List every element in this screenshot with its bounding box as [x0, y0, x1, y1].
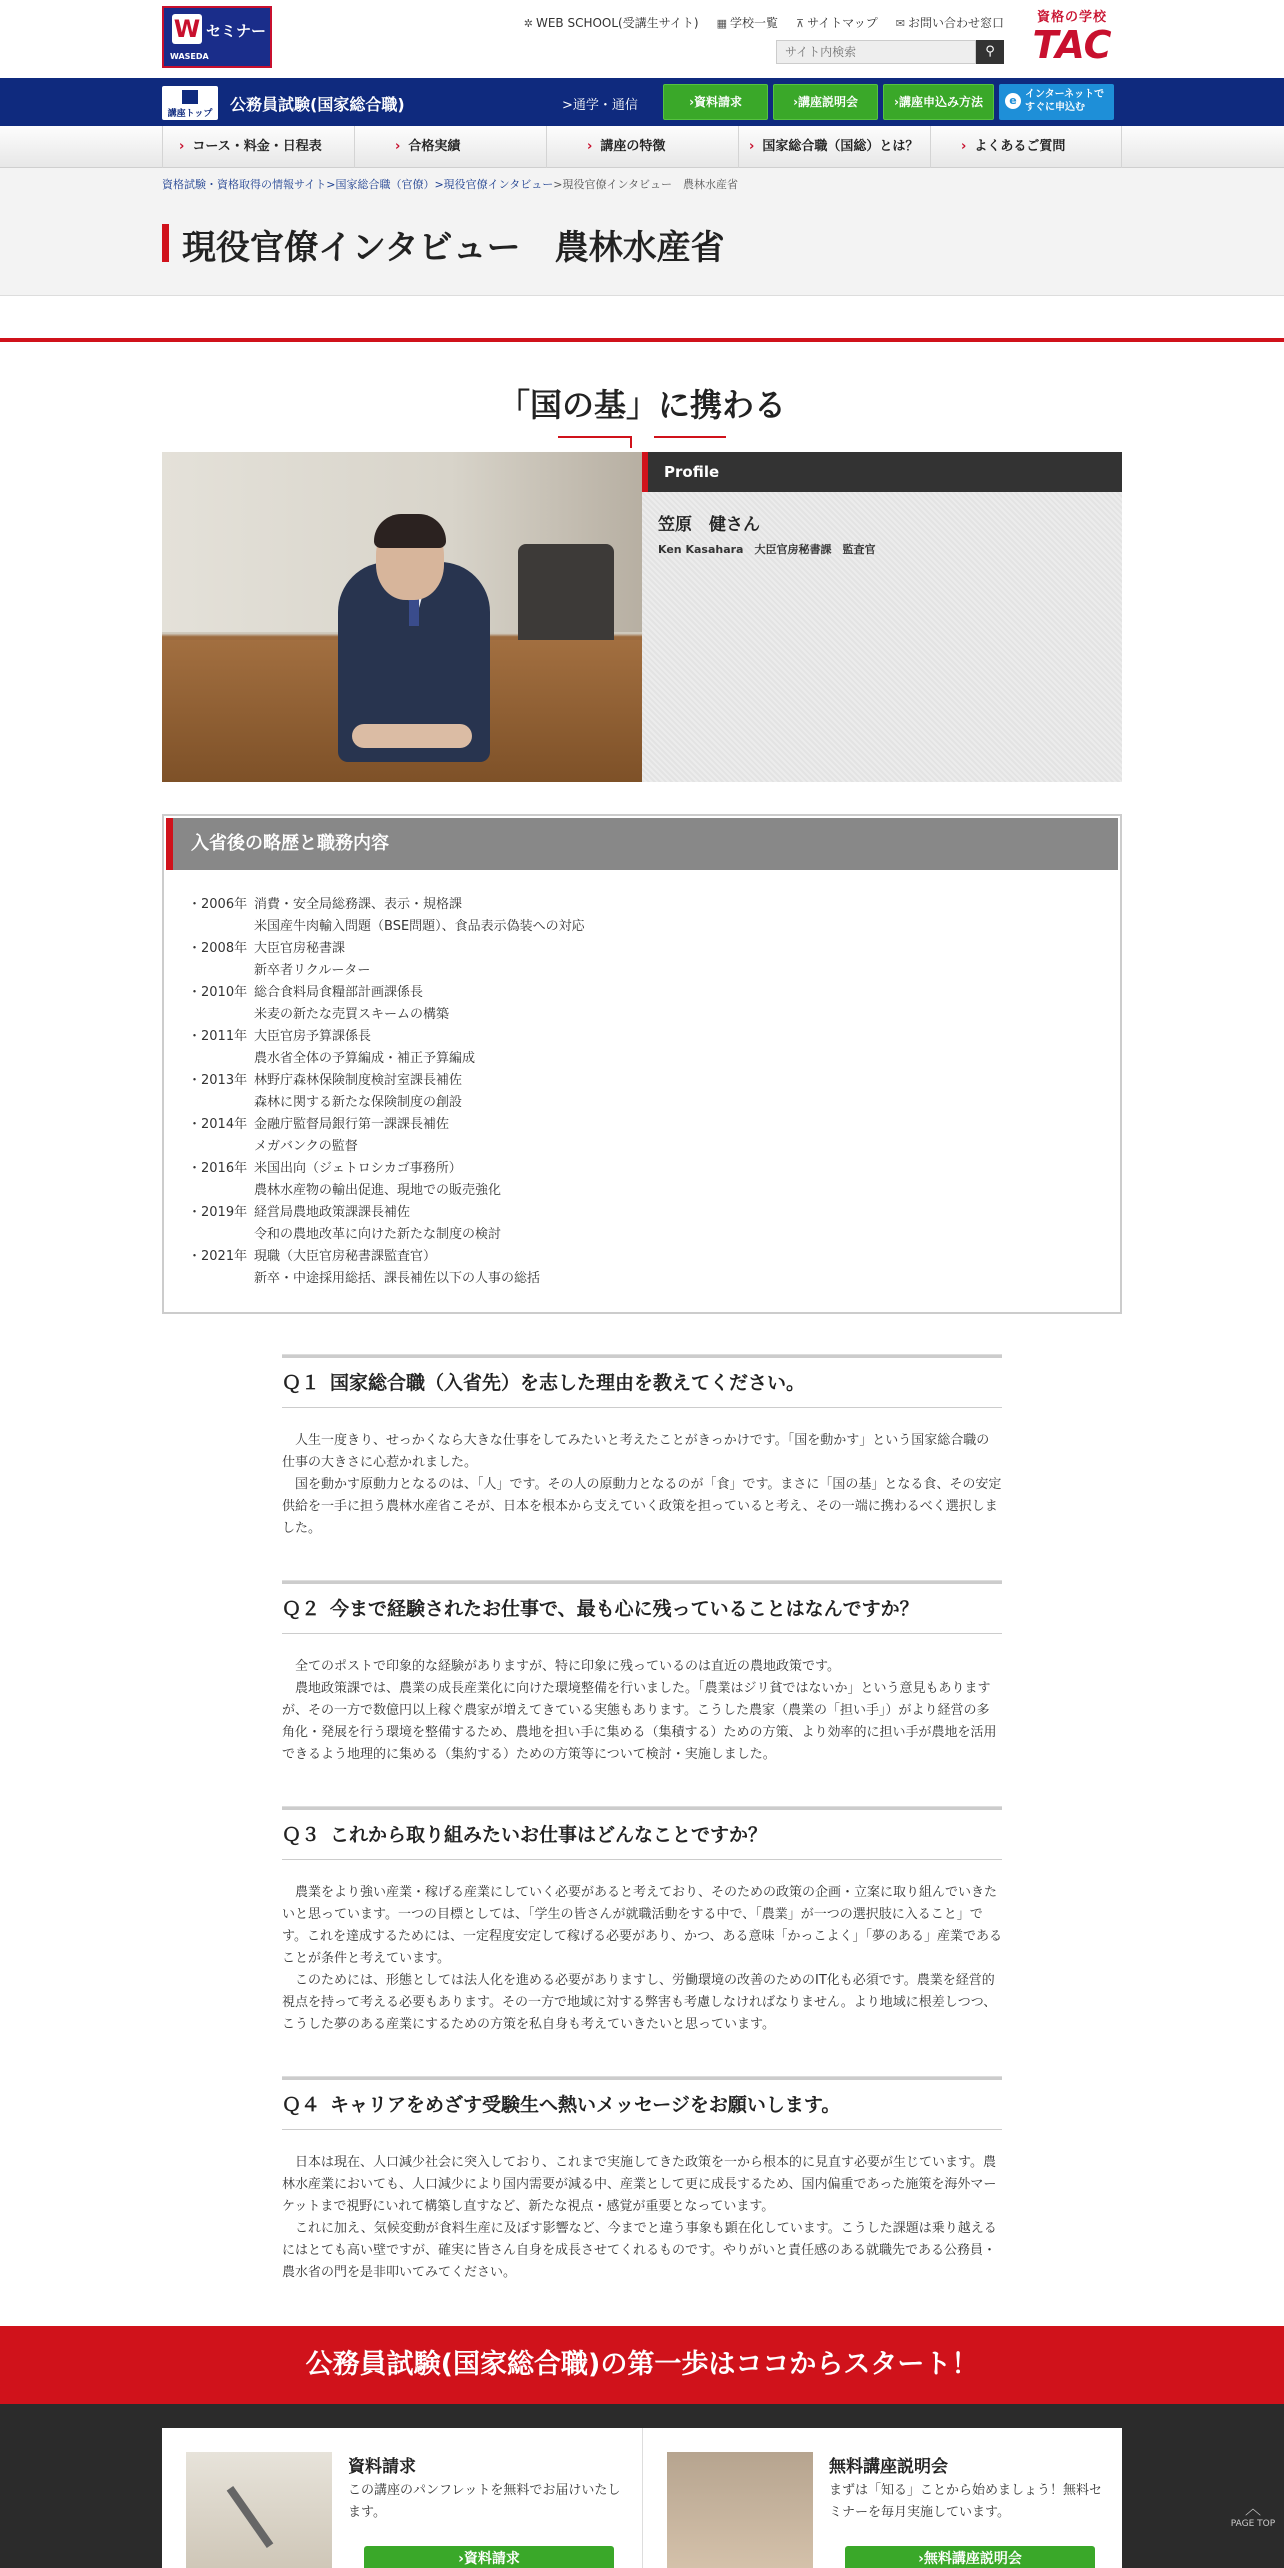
- gear-icon: ✲: [523, 17, 533, 30]
- internet-icon: e: [1005, 93, 1021, 109]
- site-search: [776, 40, 1004, 64]
- profile-section: [162, 452, 1122, 782]
- brochure-card: [162, 2428, 642, 2568]
- school-icon: ▦: [716, 17, 727, 30]
- breadcrumb-current: >現役官僚インタビュー 農林水産省: [553, 178, 739, 191]
- career-text: 新卒者リクルーター: [254, 963, 371, 978]
- main-nav: [0, 126, 1284, 168]
- career-year: ・2013年: [188, 1073, 248, 1088]
- career-header: 入省後の略歴と職務内容: [166, 818, 1118, 870]
- answer-paragraph: 農業をより強い産業・稼げる産業にしていく必要があると考えており、そのための政策の企画・立案に取り組んでいきたいと思っています。一つの目標としては、「学生の皆さんが就職活動をする中で、「農業」が一つの選択肢に入ること」です。これを達成するためには、一定程度安定して稼げる必要があり、かつ、ある意味「かっこよく」「夢のある」産業であることが条件と考えています。: [282, 1885, 1002, 1966]
- career-year: ・2019年: [188, 1205, 248, 1220]
- nav-results[interactable]: [355, 126, 547, 168]
- course-top-button[interactable]: 講座トップ: [162, 86, 218, 120]
- logo-w-mark: W: [173, 15, 201, 43]
- career-text: 現職（大臣官房秘書課監査官）: [254, 1249, 437, 1264]
- site-header: [0, 0, 1284, 78]
- nav-faq[interactable]: [931, 126, 1122, 168]
- breadcrumb: [0, 168, 1284, 198]
- logo-text: セミナー: [206, 22, 267, 40]
- career-text: 米国出向（ジェトロシカゴ事務所）: [254, 1161, 462, 1176]
- career-item: [188, 982, 1096, 1004]
- page-top-label: PAGE TOP: [1230, 2519, 1276, 2529]
- question-text: これから取り組みたいお仕事はどんなことですか？: [330, 1824, 768, 1846]
- nav-label: よくあるご質問: [974, 139, 1066, 154]
- link-label: 学校一覧: [730, 16, 779, 30]
- career-item: [188, 1092, 1096, 1114]
- career-year: ・2016年: [188, 1161, 248, 1176]
- nav-about-exam[interactable]: [739, 126, 931, 168]
- seminar-button[interactable]: ›講座説明会: [773, 84, 878, 120]
- career-text: 金融庁監督局銀行第一課課長補佐: [254, 1117, 450, 1132]
- question-heading: [282, 1806, 1002, 1860]
- answer-paragraph: 国を動かす原動力となるのは、「人」です。その人の原動力となるのが「食」です。まさに「国の基」となる食、その安定供給を一手に担う農林水産省こそが、日本を根本から支えていく政策を担っていると考え、その一端に携わるべく選択しました。: [282, 1477, 1002, 1536]
- career-text: 新卒・中途採用総括、課長補佐以下の人事の総括: [254, 1271, 541, 1286]
- career-year: [188, 1048, 254, 1070]
- question-number: Ｑ２: [282, 1598, 321, 1620]
- qa-item: [282, 1806, 1002, 2036]
- career-year: ・2021年: [188, 1249, 248, 1264]
- career-item: [188, 894, 1096, 916]
- career-box: [162, 814, 1122, 1314]
- answer-paragraph: 日本は現在、人口減少社会に突入しており、これまで実施してきた政策を一から根本的に見直す必要が生じています。農林水産業においても、人口減少により国内需要が減る中、産業として更に成長するため、国内偏重であった施策を海外マーケットまで視野にいれて構築し直すなど、新たな視点・感覚が重要となっています。: [282, 2155, 997, 2214]
- career-item: [188, 1070, 1096, 1092]
- question-heading: [282, 1580, 1002, 1634]
- header-links: [524, 14, 1004, 31]
- question-heading: [282, 1354, 1002, 1408]
- career-item: [188, 1246, 1096, 1268]
- chevron-right-icon: ›: [961, 139, 967, 154]
- chevron-right-icon: ›: [587, 139, 593, 154]
- card-desc: まずは「知る」ことから始めましょう！無料セミナーを毎月実施しています。: [829, 2483, 1103, 2520]
- career-year: ・2011年: [188, 1029, 248, 1044]
- page-title: 現役官僚インタビュー 農林水産省: [162, 220, 1122, 269]
- career-text: 消費・安全局総務課、表示・規格課: [254, 897, 463, 912]
- brochure-button[interactable]: ›資料請求: [663, 84, 768, 120]
- career-text: 総合食料局食糧部計画課係長: [254, 985, 424, 1000]
- career-year: [188, 1180, 254, 1202]
- career-text: 森林に関する新たな保険制度の創設: [254, 1095, 463, 1110]
- career-item: [188, 1114, 1096, 1136]
- red-divider: [0, 338, 1284, 342]
- link-label: お問い合わせ窓口: [907, 16, 1004, 30]
- course-bar: [0, 78, 1284, 126]
- sitemap-icon: ⊼: [796, 17, 805, 30]
- link-contact[interactable]: [896, 14, 1004, 31]
- career-item: [188, 938, 1096, 960]
- chevron-up-icon: ︿: [1244, 2499, 1261, 2518]
- career-year: ・2010年: [188, 985, 248, 1000]
- qa-item: [282, 2076, 1002, 2284]
- brochure-image: [186, 2452, 332, 2568]
- internet-apply-button[interactable]: [999, 84, 1114, 120]
- career-item: [188, 1202, 1096, 1224]
- chevron-right-icon: ›: [749, 139, 755, 154]
- card-title: 資料請求: [348, 2457, 416, 2477]
- page-top-button[interactable]: [1226, 2496, 1280, 2529]
- career-text: 米麦の新たな売買スキームの構築: [254, 1007, 450, 1022]
- answer-text: [282, 1882, 1002, 2036]
- start-banner-title: 公務員試験(国家総合職)の第一歩はココからスタート！: [305, 2349, 979, 2380]
- nav-label: 合格実績: [408, 139, 461, 154]
- answer-paragraph: これに加え、気候変動が食料生産に及ぼす影響など、今までと違う事象も顕在化しています。こうした課題は乗り越えるにはとても高い壁ですが、確実に皆さん自身を成長させてくれるものです。やりがいと責任感のある就職先である公務員・農水省の門を是非叩いてみてください。: [282, 2221, 997, 2280]
- card-desc: この講座のパンフレットを無料でお届けいたします。: [348, 2483, 621, 2520]
- tac-logo-big: TAC: [1032, 23, 1112, 67]
- search-input[interactable]: [776, 40, 976, 64]
- nav-course-fees[interactable]: [163, 126, 355, 168]
- profile-box: [642, 452, 1122, 782]
- main-content: [162, 380, 1122, 2284]
- career-list: [164, 872, 1120, 1312]
- question-number: Ｑ１: [282, 1372, 321, 1394]
- cta-buttons: [663, 84, 1114, 120]
- career-item: [188, 1268, 1096, 1290]
- question-number: Ｑ４: [282, 2094, 321, 2116]
- career-item: [188, 1026, 1096, 1048]
- career-item: [188, 1158, 1096, 1180]
- career-year: ・2008年: [188, 941, 248, 956]
- career-item: [188, 960, 1096, 982]
- career-text: 大臣官房予算課係長: [254, 1029, 372, 1044]
- career-year: ・2006年: [188, 897, 248, 912]
- career-text: 農水省全体の予算編成・補正予算編成: [254, 1051, 476, 1066]
- nav-label: 国家総合職（国総）とは？: [762, 139, 919, 154]
- logo-sub: WASEDA: [170, 52, 209, 61]
- nav-label: コース・料金・日程表: [192, 139, 322, 154]
- qa-section: [162, 1354, 1122, 2284]
- card-seminar-button[interactable]: ›無料講座説明会: [845, 2546, 1095, 2568]
- link-sitemap[interactable]: [796, 14, 878, 31]
- answer-text: [282, 1656, 1002, 1766]
- link-school-list[interactable]: [717, 14, 778, 31]
- mail-icon: ✉: [895, 17, 905, 30]
- question-text: キャリアをめざす受験生へ熱いメッセージをお願いします。: [330, 2094, 841, 2116]
- internet-apply-label: インターネットで すぐに申込む: [1025, 89, 1105, 113]
- waseda-seminar-logo[interactable]: [162, 6, 272, 68]
- link-label: サイトマップ: [807, 16, 878, 30]
- seminar-image: [667, 2452, 813, 2568]
- seminar-card: [642, 2428, 1122, 2568]
- qa-item: [282, 1580, 1002, 1766]
- career-text: 林野庁森林保険制度検討室課長補佐: [254, 1073, 463, 1088]
- chevron-right-icon: ›: [179, 139, 185, 154]
- career-item: [188, 1048, 1096, 1070]
- career-year: [188, 1004, 254, 1026]
- career-text: 農林水産物の輸出促進、現地での販売強化: [254, 1183, 502, 1198]
- career-item: [188, 1180, 1096, 1202]
- tac-logo[interactable]: [1022, 6, 1122, 65]
- answer-paragraph: このためには、形態としては法人化を進める必要がありますし、労働環境の改善のためのIT化も必須です。農業を経営的視点を持って考える必要もあります。その一方で地域に対する弊害も考慮しなければなりません。より地域に根差しつつ、こうした夢のある産業にするための方策を私自身も考えていきたいと思っています。: [282, 1973, 997, 2032]
- career-year: [188, 960, 254, 982]
- link-web-school[interactable]: [524, 14, 699, 31]
- career-item: [188, 1136, 1096, 1158]
- question-text: 国家総合職（入省先）を志した理由を教えてください。: [330, 1372, 806, 1394]
- career-year: [188, 916, 254, 938]
- profile-header: Profile: [642, 452, 1122, 492]
- headline-decoration: [162, 426, 1122, 450]
- career-text: 令和の農地改革に向けた新たな制度の検討: [254, 1227, 502, 1242]
- answer-paragraph: 農地政策課では、農業の成長産業化に向けた環境整備を行いました。「農業はジリ貧ではないか」という意見もありますが、その一方で数億円以上稼ぐ農家が増えてきている実態もあります。こうした農家（農業の「担い手」）がより経営の多角化・発展を行う環境を整備するため、農地を担い手に集める（集積する）ための方策、より効率的に担い手が農地を活用できるよう地理的に集める（集約する）ための方策等について検討・実施しました。: [282, 1681, 997, 1762]
- course-sub: >通学・通信: [562, 98, 638, 113]
- card-brochure-button[interactable]: ›資料請求: [364, 2546, 614, 2568]
- question-text: 今まで経験されたお仕事で、最も心に残っていることはなんですか？: [330, 1598, 919, 1620]
- career-year: [188, 1092, 254, 1114]
- breadcrumb-link[interactable]: >国家総合職（官僚）: [326, 178, 435, 191]
- nav-features[interactable]: [547, 126, 739, 168]
- career-text: 米国産牛肉輸入問題（BSE問題）、食品表示偽装への対応: [254, 919, 585, 934]
- course-title: 公務員試験(国家総合職): [230, 95, 405, 114]
- career-year: [188, 1224, 254, 1246]
- answer-text: [282, 2152, 1002, 2284]
- question-number: Ｑ３: [282, 1824, 321, 1846]
- interview-headline: 「国の基」に携わる: [497, 386, 786, 424]
- start-banner: [0, 2326, 1284, 2404]
- career-item: [188, 1224, 1096, 1246]
- answer-paragraph: 全てのポストで印象的な経験がありますが、特に印象に残っているのは直近の農地政策です。: [295, 1659, 840, 1674]
- career-text: 大臣官房秘書課: [254, 941, 346, 956]
- career-text: 経営局農地政策課課長補佐: [254, 1205, 411, 1220]
- apply-method-button[interactable]: ›講座申込み方法: [883, 84, 994, 120]
- question-heading: [282, 2076, 1002, 2130]
- career-text: メガバンクの監督: [254, 1139, 358, 1154]
- card-title: 無料講座説明会: [829, 2457, 948, 2477]
- profile-name: 笠原 健さん: [658, 515, 760, 535]
- career-item: [188, 1004, 1096, 1026]
- career-year: [188, 1136, 254, 1158]
- interviewee-photo: [162, 452, 642, 782]
- chevron-right-icon: ›: [395, 139, 401, 154]
- breadcrumb-link[interactable]: 資格試験・資格取得の情報サイト: [162, 178, 327, 191]
- answer-text: [282, 1430, 1002, 1540]
- nav-label: 講座の特徴: [600, 139, 666, 154]
- search-icon[interactable]: ⚲: [976, 40, 1004, 64]
- qa-item: [282, 1354, 1002, 1540]
- cta-cards-section: [0, 2404, 1284, 2568]
- link-label: WEB SCHOOL(受講生サイト): [535, 16, 699, 30]
- profile-name-en: Ken Kasahara 大臣官房秘書課 監査官: [658, 543, 876, 556]
- career-year: [188, 1268, 254, 1290]
- title-section: [0, 198, 1284, 296]
- career-year: ・2014年: [188, 1117, 248, 1132]
- answer-paragraph: 人生一度きり、せっかくなら大きな仕事をしてみたいと考えたことがきっかけです。「国を動かす」という国家総合職の仕事の大きさに心惹かれました。: [282, 1433, 990, 1470]
- career-item: [188, 916, 1096, 938]
- breadcrumb-link[interactable]: >現役官僚インタビュー: [434, 178, 554, 191]
- tac-logo-small: 資格の学校: [1036, 10, 1107, 25]
